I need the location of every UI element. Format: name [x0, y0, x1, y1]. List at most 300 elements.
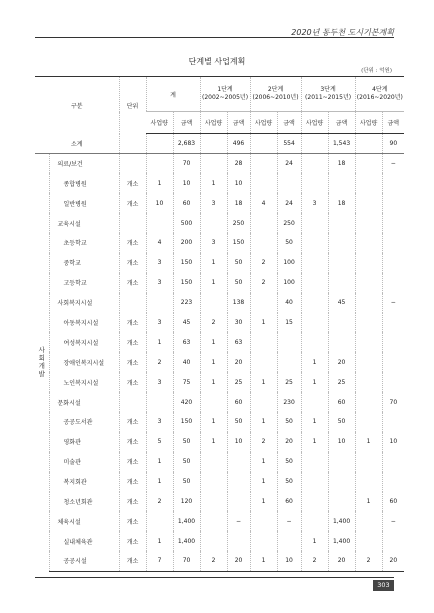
row-cell: 60: [277, 492, 301, 512]
row-cell: 100: [277, 253, 301, 273]
table-row: [35, 153, 404, 173]
sub-header-amt: 금액: [328, 112, 355, 134]
row-cell: 60: [328, 392, 355, 412]
row-cell: 75: [173, 372, 200, 392]
row-cell: 70: [173, 153, 200, 173]
row-unit: 개소: [119, 332, 146, 352]
row-cell: 7: [146, 551, 173, 571]
row-cell: [328, 452, 355, 472]
table-body: [35, 134, 404, 572]
row-cell: 1,400: [173, 511, 200, 531]
row-cell: [355, 273, 382, 293]
row-cell: 10: [382, 432, 404, 452]
row-cell: 10: [173, 173, 200, 193]
row-cell: [250, 392, 277, 412]
row-cell: [250, 511, 277, 531]
sub-header-amt: 금액: [277, 112, 301, 134]
row-cell: 24: [277, 193, 301, 213]
row-cell: [250, 134, 277, 154]
row-cell: 28: [227, 153, 250, 173]
table-row: [35, 233, 404, 253]
row-cell: 50: [227, 253, 250, 273]
row-cell: [146, 392, 173, 412]
row-cell: [382, 193, 404, 213]
row-cell: [382, 531, 404, 551]
row-label: 아동복지시설: [63, 319, 99, 327]
row-cell: 2: [250, 253, 277, 273]
table-row: [35, 551, 404, 571]
row-cell: 150: [173, 253, 200, 273]
row-unit: 개소: [119, 472, 146, 492]
row-cell: [301, 153, 328, 173]
row-cell: 554: [277, 134, 301, 154]
row-cell: 30: [227, 313, 250, 333]
header-rule: [35, 37, 394, 38]
row-cell: 20: [328, 551, 355, 571]
row-cell: [355, 511, 382, 531]
row-cell: 2: [200, 551, 227, 571]
row-cell: 25: [328, 372, 355, 392]
row-cell: 20: [227, 352, 250, 372]
row-cell: 1: [250, 372, 277, 392]
side-category-label: 사 회 개 발: [35, 153, 49, 571]
row-cell: 70: [173, 551, 200, 571]
header-total: 계: [146, 77, 200, 112]
row-cell: 3: [146, 372, 173, 392]
table-row: [35, 193, 404, 213]
row-cell: 60: [173, 193, 200, 213]
row-unit: 개소: [119, 233, 146, 253]
row-cell: [146, 213, 173, 233]
sub-header-amt: 금액: [382, 112, 404, 134]
row-cell: 4: [250, 193, 277, 213]
row-cell: [301, 392, 328, 412]
row-cell: [355, 253, 382, 273]
row-cell: 50: [173, 432, 200, 452]
row-cell: [328, 233, 355, 253]
row-cell: [301, 313, 328, 333]
row-cell: [355, 193, 382, 213]
row-cell: [301, 511, 328, 531]
row-unit: [119, 134, 146, 154]
row-cell: 1: [301, 372, 328, 392]
row-cell: 20: [227, 551, 250, 571]
row-cell: 18: [227, 193, 250, 213]
row-cell: [277, 332, 301, 352]
header-phase1: [200, 77, 250, 112]
row-cell: 1,400: [173, 531, 200, 551]
row-cell: 138: [227, 293, 250, 313]
row-cell: [146, 293, 173, 313]
row-unit: 개소: [119, 551, 146, 571]
row-cell: 1: [301, 432, 328, 452]
phase2-years: (2006~2010년): [252, 94, 299, 101]
row-cell: 60: [227, 392, 250, 412]
row-cell: 1: [200, 412, 227, 432]
row-cell: 40: [277, 293, 301, 313]
row-cell: [382, 213, 404, 233]
section-title: 단계별 사업계획: [188, 57, 246, 66]
table-row: [35, 173, 404, 193]
row-cell: [382, 472, 404, 492]
row-cell: 20: [382, 551, 404, 571]
row-label: 실내체육관: [63, 538, 93, 546]
row-unit: 개소: [119, 193, 146, 213]
row-cell: [146, 511, 173, 531]
row-cell: 50: [173, 452, 200, 472]
row-cell: 50: [328, 412, 355, 432]
table-row-subtotal: [35, 134, 404, 154]
row-label: 영화관: [63, 439, 81, 447]
row-cell: [301, 332, 328, 352]
row-cell: 1: [146, 173, 173, 193]
row-label: 사회복지시설: [57, 300, 93, 308]
row-cell: [328, 332, 355, 352]
row-cell: 2: [301, 551, 328, 571]
row-cell: 2: [355, 551, 382, 571]
row-cell: 50: [173, 472, 200, 492]
table-row: [35, 531, 404, 551]
row-cell: 24: [277, 153, 301, 173]
row-label: 초등학교: [63, 240, 87, 248]
row-cell: 4: [146, 233, 173, 253]
row-cell: 20: [328, 352, 355, 372]
sub-header-qty: 사업량: [301, 112, 328, 134]
row-unit: 개소: [119, 531, 146, 551]
row-cell: [301, 273, 328, 293]
row-cell: 3: [200, 193, 227, 213]
row-cell: 1: [146, 452, 173, 472]
row-label: 노인복지시설: [63, 379, 99, 387]
row-cell: 50: [277, 412, 301, 432]
row-cell: [382, 313, 404, 333]
row-cell: [355, 392, 382, 412]
row-cell: [382, 332, 404, 352]
row-cell: [355, 213, 382, 233]
row-cell: [250, 233, 277, 253]
row-cell: 1: [200, 352, 227, 372]
phase4-years: (2016~2020년): [356, 94, 403, 101]
table-row: [35, 313, 404, 333]
row-cell: 1: [301, 531, 328, 551]
row-cell: 63: [173, 332, 200, 352]
row-cell: 1: [146, 472, 173, 492]
row-cell: [355, 412, 382, 432]
row-cell: 1: [146, 531, 173, 551]
row-cell: [227, 472, 250, 492]
row-cell: [328, 213, 355, 233]
row-cell: 2: [250, 432, 277, 452]
sub-header-qty: 사업량: [250, 112, 277, 134]
row-cell: 500: [173, 213, 200, 233]
row-cell: [301, 134, 328, 154]
page-number: 303: [373, 580, 394, 591]
sub-header-qty: 사업량: [146, 112, 173, 134]
row-cell: [355, 452, 382, 472]
row-cell: 10: [146, 193, 173, 213]
row-cell: 1,543: [328, 134, 355, 154]
row-cell: −: [382, 293, 404, 313]
row-cell: [200, 134, 227, 154]
row-cell: 223: [173, 293, 200, 313]
row-cell: [200, 392, 227, 412]
row-label: 여성복지시설: [63, 339, 99, 347]
table-row: [35, 293, 404, 313]
row-cell: [146, 134, 173, 154]
row-label: 장애인복지시설: [63, 359, 105, 367]
row-cell: [301, 293, 328, 313]
row-cell: 90: [382, 134, 404, 154]
phase3-name: 3단계: [320, 86, 336, 93]
row-cell: 120: [173, 492, 200, 512]
header-gubun: 구분: [35, 77, 119, 134]
row-label: 종합병원: [63, 180, 87, 188]
row-cell: 250: [227, 213, 250, 233]
row-cell: 420: [173, 392, 200, 412]
row-cell: 230: [277, 392, 301, 412]
row-cell: [355, 472, 382, 492]
row-unit: [119, 213, 146, 233]
row-cell: 3: [200, 233, 227, 253]
phase-plan-table: [35, 76, 404, 572]
row-cell: 5: [146, 432, 173, 452]
row-cell: 1: [200, 372, 227, 392]
unit-note: (단위 : 억원): [361, 68, 392, 74]
row-cell: 1: [250, 313, 277, 333]
row-cell: [382, 352, 404, 372]
row-cell: [200, 531, 227, 551]
row-cell: 18: [328, 153, 355, 173]
row-unit: 개소: [119, 352, 146, 372]
row-cell: [328, 492, 355, 512]
document-header-title: 2020년 동두천 도시기본계획: [291, 28, 394, 37]
table-row: [35, 392, 404, 412]
phase1-years: (2002~2005년): [202, 94, 249, 101]
row-cell: −: [382, 153, 404, 173]
row-cell: −: [277, 511, 301, 531]
phase4-name: 4단계: [372, 86, 388, 93]
row-cell: 496: [227, 134, 250, 154]
sub-header-amt: 금액: [173, 112, 200, 134]
table-row: [35, 273, 404, 293]
row-cell: 1: [250, 452, 277, 472]
row-unit: 개소: [119, 313, 146, 333]
row-cell: [355, 332, 382, 352]
row-cell: [355, 313, 382, 333]
row-cell: [277, 531, 301, 551]
phase2-name: 2단계: [267, 86, 284, 93]
row-label: 미술관: [63, 459, 81, 467]
row-unit: [119, 153, 146, 173]
row-cell: [355, 134, 382, 154]
row-label: 의료/보건: [49, 153, 119, 173]
row-cell: [200, 492, 227, 512]
row-cell: [355, 293, 382, 313]
row-unit: 개소: [119, 511, 146, 531]
row-cell: [382, 233, 404, 253]
row-unit: 개소: [119, 452, 146, 472]
row-cell: 1: [146, 332, 173, 352]
row-label: 고등학교: [63, 280, 87, 288]
row-label: 소계: [35, 134, 119, 154]
row-cell: 1,400: [328, 511, 355, 531]
row-cell: 1: [250, 412, 277, 432]
row-label: 일반병원: [63, 200, 87, 208]
row-cell: 10: [227, 432, 250, 452]
row-cell: 1: [301, 352, 328, 372]
row-cell: 10: [328, 432, 355, 452]
row-cell: [328, 313, 355, 333]
row-cell: [301, 233, 328, 253]
row-cell: [301, 492, 328, 512]
row-cell: [227, 452, 250, 472]
row-cell: [227, 531, 250, 551]
header-phase4: [355, 77, 404, 112]
table-row: [35, 492, 404, 512]
row-cell: 1: [250, 492, 277, 512]
row-label: 청소년회관: [63, 498, 93, 506]
row-cell: 63: [227, 332, 250, 352]
row-unit: 개소: [119, 492, 146, 512]
row-cell: 1,400: [328, 531, 355, 551]
row-cell: [328, 173, 355, 193]
row-cell: 2,683: [173, 134, 200, 154]
row-cell: [250, 153, 277, 173]
row-cell: [301, 173, 328, 193]
row-cell: 50: [277, 472, 301, 492]
row-cell: [382, 173, 404, 193]
row-label: 문화시설: [57, 399, 81, 407]
row-cell: 18: [328, 193, 355, 213]
row-cell: [355, 173, 382, 193]
row-cell: [250, 352, 277, 372]
header-unit: 단위: [119, 77, 146, 134]
row-label: 중학교: [63, 260, 81, 268]
row-cell: 60: [382, 492, 404, 512]
phase3-years: (2011~2015년): [305, 94, 352, 101]
table-row: [35, 332, 404, 352]
row-cell: 250: [277, 213, 301, 233]
row-cell: [200, 472, 227, 492]
row-cell: 50: [227, 273, 250, 293]
row-cell: [328, 472, 355, 492]
row-cell: 3: [301, 193, 328, 213]
row-cell: [277, 173, 301, 193]
row-cell: 2: [200, 313, 227, 333]
row-cell: 10: [277, 551, 301, 571]
row-cell: 200: [173, 233, 200, 253]
row-cell: [355, 531, 382, 551]
row-cell: 2: [146, 352, 173, 372]
row-cell: 40: [173, 352, 200, 372]
row-unit: [119, 392, 146, 412]
row-cell: [355, 372, 382, 392]
row-cell: [382, 273, 404, 293]
row-cell: [301, 472, 328, 492]
row-label: 복지회관: [63, 479, 87, 487]
row-cell: [200, 213, 227, 233]
row-cell: 3: [146, 253, 173, 273]
row-cell: [200, 153, 227, 173]
row-cell: 1: [200, 332, 227, 352]
row-cell: 1: [200, 432, 227, 452]
row-cell: [301, 452, 328, 472]
table-row: [35, 511, 404, 531]
row-cell: [355, 352, 382, 372]
row-cell: 2: [250, 273, 277, 293]
row-cell: 150: [227, 233, 250, 253]
table-row: [35, 472, 404, 492]
row-unit: 개소: [119, 273, 146, 293]
row-cell: [328, 253, 355, 273]
row-cell: 150: [173, 273, 200, 293]
row-label: 교육시설: [57, 220, 81, 228]
row-cell: [250, 332, 277, 352]
sub-header-qty: 사업량: [200, 112, 227, 134]
row-cell: 1: [200, 173, 227, 193]
row-unit: 개소: [119, 173, 146, 193]
row-cell: 50: [227, 412, 250, 432]
row-cell: [227, 492, 250, 512]
row-cell: 1: [200, 273, 227, 293]
row-cell: 45: [328, 293, 355, 313]
table-row: [35, 372, 404, 392]
row-cell: [250, 173, 277, 193]
footer-rule: [35, 577, 394, 578]
row-unit: [119, 293, 146, 313]
row-cell: [200, 511, 227, 531]
row-cell: −: [227, 511, 250, 531]
row-cell: [382, 253, 404, 273]
row-cell: 1: [355, 432, 382, 452]
row-cell: 100: [277, 273, 301, 293]
row-unit: 개소: [119, 432, 146, 452]
row-cell: [355, 153, 382, 173]
row-cell: [200, 452, 227, 472]
table-row: [35, 213, 404, 233]
row-cell: 50: [277, 233, 301, 253]
row-cell: 15: [277, 313, 301, 333]
row-cell: 3: [146, 313, 173, 333]
row-cell: [200, 293, 227, 313]
table-row: [35, 253, 404, 273]
row-cell: 10: [227, 173, 250, 193]
row-unit: 개소: [119, 412, 146, 432]
row-cell: 1: [250, 551, 277, 571]
row-cell: [277, 352, 301, 372]
row-cell: [301, 253, 328, 273]
row-cell: [328, 273, 355, 293]
table-row: [35, 412, 404, 432]
table-row: [35, 452, 404, 472]
row-cell: 20: [277, 432, 301, 452]
row-cell: 150: [173, 412, 200, 432]
row-cell: [250, 293, 277, 313]
row-cell: −: [382, 511, 404, 531]
row-cell: 25: [277, 372, 301, 392]
row-cell: [146, 153, 173, 173]
table-row: [35, 432, 404, 452]
row-label: 공공도서관: [63, 419, 93, 427]
row-cell: 1: [355, 492, 382, 512]
row-unit: 개소: [119, 372, 146, 392]
row-cell: 45: [173, 313, 200, 333]
row-cell: [382, 412, 404, 432]
row-cell: [301, 213, 328, 233]
row-cell: 70: [382, 392, 404, 412]
row-unit: 개소: [119, 253, 146, 273]
row-cell: [382, 452, 404, 472]
